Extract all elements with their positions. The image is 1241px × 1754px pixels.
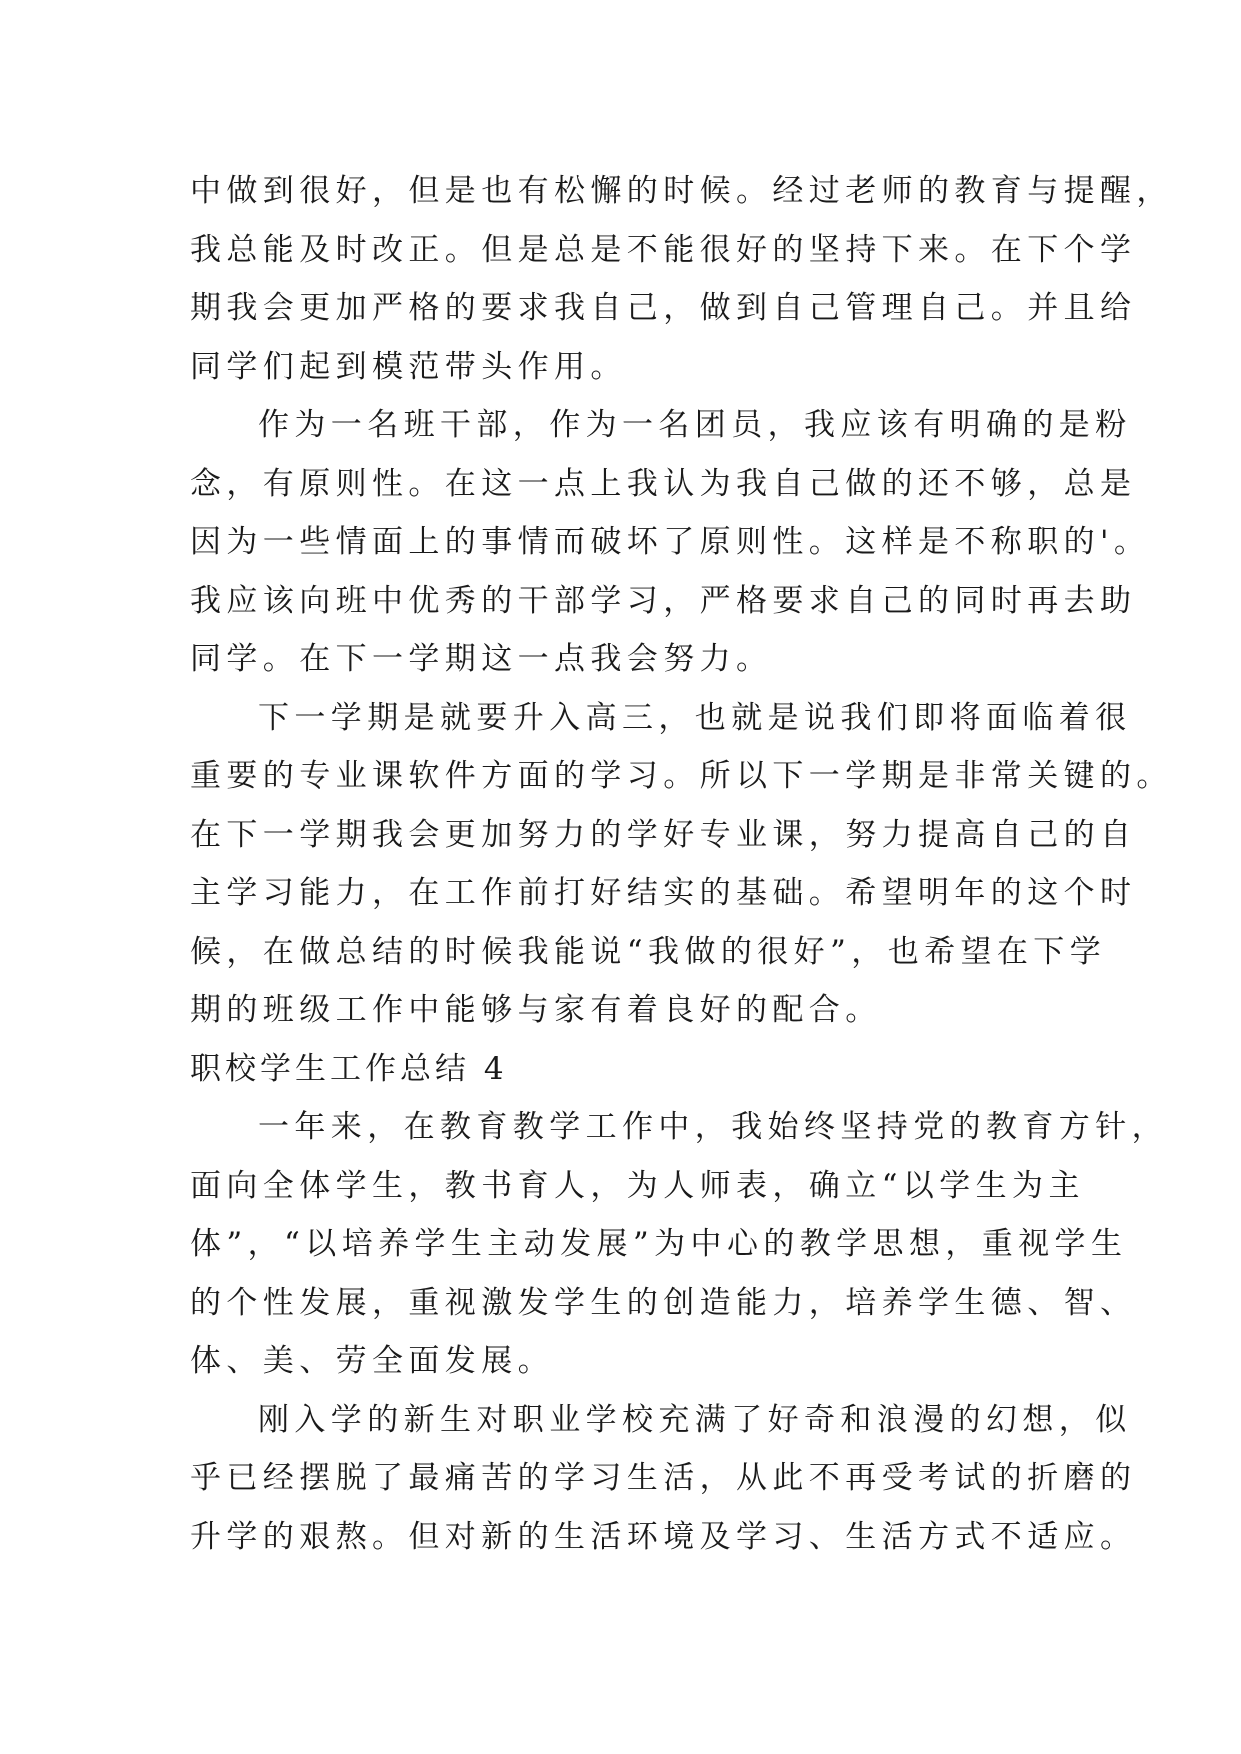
document-body xyxy=(190,162,1173,1566)
text-line: 面向全体学生，教书育人，为人师表，确立“以学生为主 xyxy=(190,1167,1085,1204)
text-line: 体”，“以培养学生主动发展”为中心的教学思想，重视学生 xyxy=(190,1226,1128,1262)
text-line: 刚入学的新生对职业学校充满了好奇和浪漫的幻想，似 xyxy=(258,1401,1132,1438)
text-line: 作为一名班干部，作为一名团员，我应该有明确的是粉 xyxy=(258,407,1132,443)
text-line: 升学的艰熬。但对新的生活环境及学习、生活方式不适应。 xyxy=(190,1518,1137,1555)
text-line: 一年来，在教育教学工作中，我始终坚持党的教育方针， xyxy=(258,1109,1168,1145)
text-line: 的个性发展，重视激发学生的创造能力，培养学生德、智、 xyxy=(190,1284,1137,1321)
text-line: 体、美、劳全面发展。 xyxy=(190,1343,554,1379)
text-line: 同学。在下一学期这一点我会努力。 xyxy=(190,641,773,677)
text-line: 因为一些情面上的事情而破坏了原则性。这样是不称职的'。 xyxy=(190,524,1151,560)
text-line: 下一学期是就要升入高三，也就是说我们即将面临着很 xyxy=(258,699,1132,736)
text-line: 期我会更加严格的要求我自己，做到自己管理自己。并且给 xyxy=(190,290,1137,326)
text-line: 乎已经摆脱了最痛苦的学习生活，从此不再受考试的折磨的 xyxy=(190,1460,1137,1496)
text-line: 重要的专业课软件方面的学习。所以下一学期是非常关键的。 xyxy=(190,758,1173,794)
text-line: 我应该向班中优秀的干部学习，严格要求自己的同时再去助 xyxy=(190,582,1137,619)
text-line: 同学们起到模范带头作用。 xyxy=(190,348,627,385)
text-line: 期的班级工作中能够与家有着良好的配合。 xyxy=(190,992,882,1028)
text-line: 在下一学期我会更加努力的学好专业课，努力提高自己的自 xyxy=(190,816,1137,853)
section-heading: 职校学生工作总结 4 xyxy=(190,1050,508,1087)
text-line: 念，有原则性。在这一点上我认为我自己做的还不够，总是 xyxy=(190,465,1137,502)
text-line: 主学习能力，在工作前打好结实的基础。希望明年的这个时 xyxy=(190,875,1137,911)
text-line: 我总能及时改正。但是总是不能很好的坚持下来。在下个学 xyxy=(190,231,1137,268)
text-line: 中做到很好，但是也有松懈的时候。经过老师的教育与提醒， xyxy=(190,173,1173,209)
text-line: 候，在做总结的时候我能说“我做的很好”，也希望在下学 xyxy=(190,933,1107,970)
